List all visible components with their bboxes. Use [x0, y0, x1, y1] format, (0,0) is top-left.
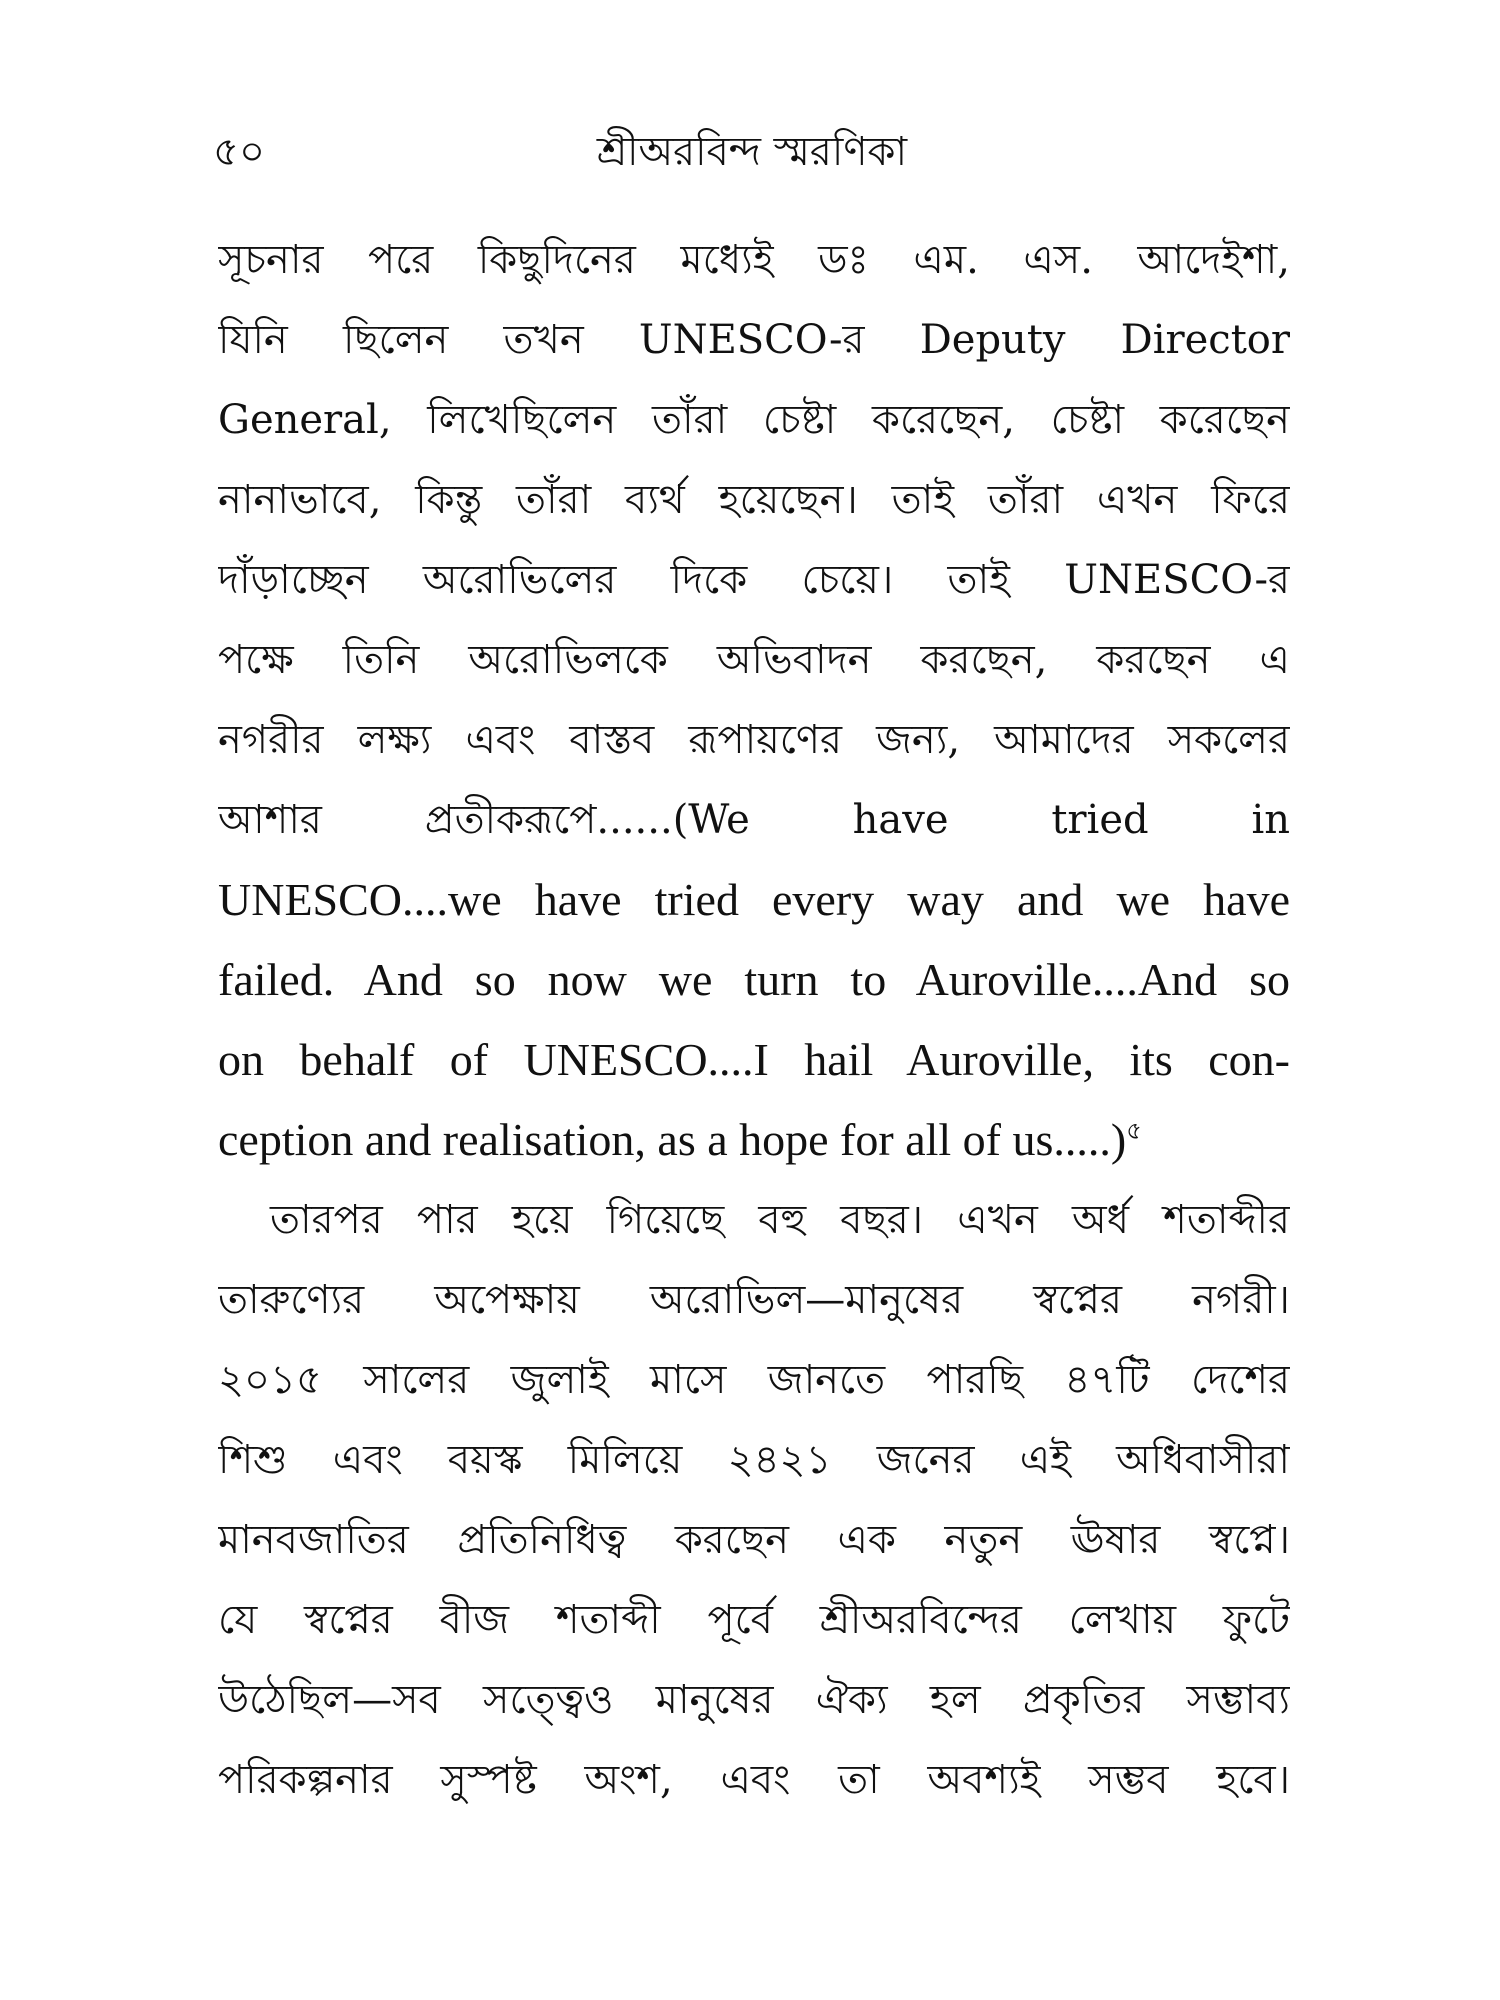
text-line: General, লিখেছিলেন তাঁরা চেষ্টা করেছেন, চেষ্টা করেছেন	[218, 397, 1290, 443]
text-line: আশার প্রতীকরূপে......(We have tried in	[218, 797, 1290, 843]
text-line: UNESCO....we have tried every way and we have	[218, 874, 1290, 925]
text-line: failed. And so now we turn to Auroville....And so	[218, 954, 1290, 1005]
text-line: দাঁড়াচ্ছেন অরোভিলের দিকে চেয়ে। তাই UNESCO-র	[218, 557, 1290, 603]
text-line: সূচনার পরে কিছুদিনের মধ্যেই ডঃ এম. এস. আদেইশা,	[218, 237, 1290, 283]
text-line: নগরীর লক্ষ্য এবং বাস্তব রূপায়ণের জন্য, আমাদের সকলের	[218, 717, 1290, 763]
text-line: ception and realisation, as a hope for all of us.....)	[218, 1114, 1127, 1165]
text-line-with-footnote	[218, 1100, 1290, 1180]
text-line: নানাভাবে, কিন্তু তাঁরা ব্যর্থ হয়েছেন। তাই তাঁরা এখন ফিরে	[218, 477, 1290, 523]
text-line: শিশু এবং বয়স্ক মিলিয়ে ২৪২১ জনের এই অধিবাসীরা	[218, 1437, 1290, 1483]
text-line: তারুণ্যের অপেক্ষায় অরোভিল—মানুষের স্বপ্নের নগরী।	[218, 1277, 1290, 1323]
text-line: উঠেছিল—সব সত্ত্বেও মানুষের ঐক্য হল প্রকৃতির সম্ভাব্য	[218, 1677, 1290, 1723]
body-text	[218, 220, 1290, 1820]
text-line: তারপর পার হয়ে গিয়েছে বহু বছর। এখন অর্ধ শতাব্দীর	[270, 1197, 1290, 1243]
running-head	[213, 122, 1291, 182]
text-line: ২০১৫ সালের জুলাই মাসে জানতে পারছি ৪৭টি দেশের	[218, 1357, 1290, 1403]
footnote-marker: ৫	[1126, 1118, 1142, 1145]
text-line: পক্ষে তিনি অরোভিলকে অভিবাদন করছেন, করছেন এ	[218, 637, 1290, 683]
book-title: শ্রীঅরবিন্দ স্মরণিকা	[596, 129, 908, 175]
text-line: যে স্বপ্নের বীজ শতাব্দী পূর্বে শ্রীঅরবিন্দের লেখায় ফুটে	[218, 1597, 1290, 1643]
text-line: পরিকল্পনার সুস্পষ্ট অংশ, এবং তা অবশ্যই সম্ভব হবে।	[218, 1757, 1290, 1803]
text-line: যিনি ছিলেন তখন UNESCO-র Deputy Director	[218, 317, 1290, 363]
text-line: মানবজাতির প্রতিনিধিত্ব করছেন এক নতুন ঊষার স্বপ্নে।	[218, 1517, 1290, 1563]
text-line: on behalf of UNESCO....I hail Auroville, its con-	[218, 1034, 1290, 1085]
page-number: ৫০	[213, 129, 265, 175]
